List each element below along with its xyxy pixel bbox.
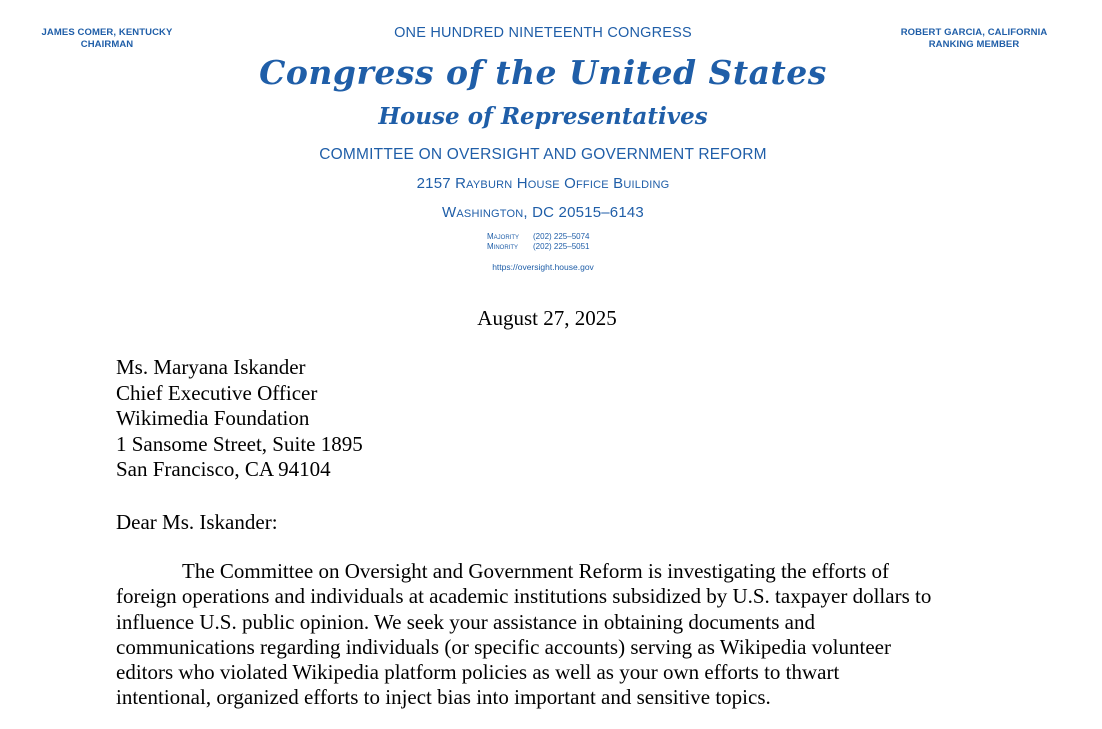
body-line: The Committee on Oversight and Government Reform is investigating the efforts of [182,559,890,583]
chairman-title: CHAIRMAN [80,39,134,50]
minority-phone-line [487,242,617,252]
body-line: editors who violated Wikipedia platform policies as well as your own efforts to thwart [116,660,840,685]
majority-phone-line [487,232,617,242]
ranking-member-title: RANKING MEMBER [928,39,1020,50]
salutation: Dear Ms. Iskander: [116,510,278,534]
recipient-organization: Wikimedia Foundation [116,406,310,430]
recipient-name: Ms. Maryana Iskander [116,355,306,379]
office-address: 2157 Rayburn House Office Building [416,175,670,192]
letter-date: August 27, 2025 [477,306,617,330]
chairman-name: JAMES COMER, KENTUCKY [41,27,173,38]
website-link[interactable]: https://oversight.house.gov [492,262,594,272]
house-title: House of Representatives [378,103,708,130]
office-city: Washington, DC 20515–6143 [442,204,644,221]
body-line: intentional, organized efforts to inject bias into important and sensitive topics. [116,685,771,710]
body-line: communications regarding individuals (or specific accounts) serving as Wikipedia volunteer [116,634,891,659]
ranking-member-name: ROBERT GARCIA, CALIFORNIA [900,27,1048,38]
minority-label: Minority [487,242,518,251]
body-line: influence U.S. public opinion. We seek your assistance in obtaining documents and [116,609,815,634]
body-paragraph [116,559,996,711]
majority-phone: (202) 225–5074 [533,232,590,241]
majority-label: Majority [487,232,519,241]
recipient-title: Chief Executive Officer [116,380,318,405]
congress-number: ONE HUNDRED NINETEENTH CONGRESS [394,25,692,41]
recipient-address [116,355,363,483]
recipient-city: San Francisco, CA 94104 [116,457,331,481]
minority-phone: (202) 225–5051 [533,242,590,251]
body-line: foreign operations and individuals at academic institutions subsidized by U.S. taxpayer dollars to [116,584,932,609]
committee-name: COMMITTEE ON OVERSIGHT AND GOVERNMENT REFORM [319,146,767,163]
phone-block [487,232,617,252]
recipient-street: 1 Sansome Street, Suite 1895 [116,431,363,456]
congress-title: Congress of the United States [259,53,827,92]
